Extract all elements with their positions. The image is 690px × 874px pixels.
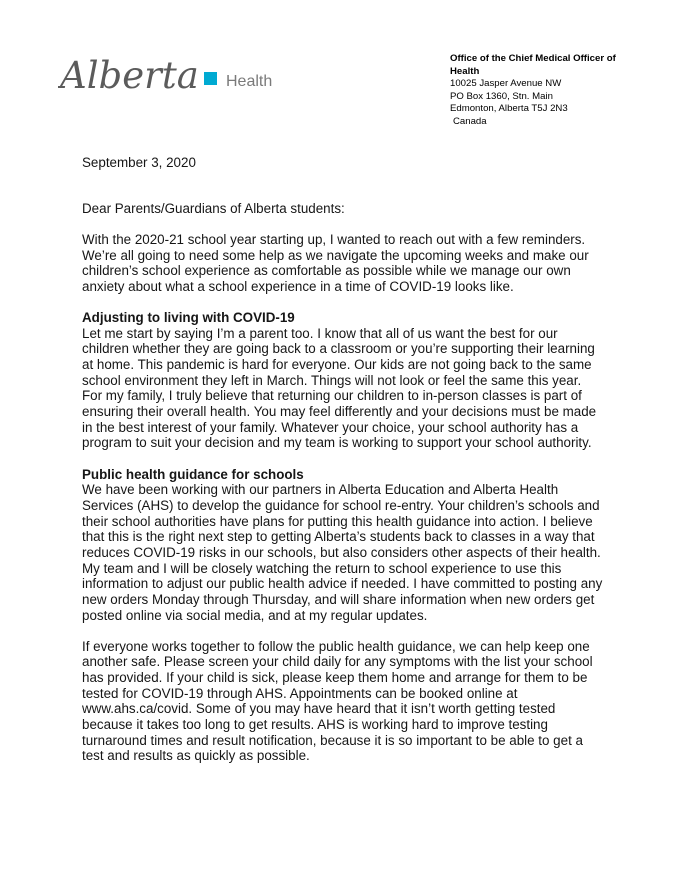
text-line: another safe. Please screen your child daily for any symptoms with the list your school: [82, 654, 593, 670]
text-line: If everyone works together to follow the public health guidance, we can help keep one: [82, 638, 590, 654]
text-line: school environment they left in March. Things will not look or feel the same this year.: [82, 372, 582, 388]
text-line: information to adjust our public health advice if needed. I have committed to posting any: [82, 576, 603, 592]
logo-department: Health: [226, 73, 273, 90]
office-title-line: Health: [450, 65, 480, 77]
alberta-health-logo-graphic: [58, 50, 288, 100]
address-country: Canada: [453, 115, 487, 127]
text-line: We’re all going to need some help as we navigate the upcoming weeks and make our: [82, 247, 589, 263]
letter-body: [82, 155, 612, 780]
letter-date: September 3, 2020: [82, 155, 196, 170]
text-line: test and results as quickly as possible.: [82, 748, 310, 764]
text-line: Let me start by saying I’m a parent too. I know that all of us want the best for our: [82, 325, 558, 341]
text-line: that this is the right next step to getting Alberta’s students back to classes in a way that: [82, 529, 595, 545]
office-title-line: Office of the Chief Medical Officer of: [450, 53, 616, 64]
text-line: www.ahs.ca/covid. Some of you may have heard that it isn’t worth getting tested: [82, 701, 556, 717]
text-line: With the 2020-21 school year starting up, I wanted to reach out with a few reminders.: [82, 231, 586, 247]
section-heading-guidance: Public health guidance for schools: [82, 466, 304, 482]
text-line: because it takes too long to get results. AHS is working hard to improve testing: [82, 717, 548, 733]
text-line: posted online via social media, and at my regular updates.: [82, 607, 428, 623]
text-line: children whether they are going back to a classroom or you’re supporting their learning: [82, 341, 595, 357]
text-line: ensuring their overall health. You may feel differently and your decisions must be made: [82, 404, 597, 420]
section-heading-adjusting: Adjusting to living with COVID-19: [82, 310, 295, 326]
text-line: children’s school experience as comfortable as possible while we manage our own: [82, 263, 571, 279]
address-line: PO Box 1360, Stn. Main: [450, 90, 553, 102]
text-line: We have been working with our partners in Alberta Education and Alberta Health: [82, 482, 559, 498]
text-line: turnaround times and result notification, because it is so important to be able to get a: [82, 732, 583, 748]
text-line: new orders Monday through Thursday, and will share information when new orders get: [82, 591, 595, 607]
address-line: 10025 Jasper Avenue NW: [450, 78, 562, 90]
text-line: in the best interest of your family. Whatever your choice, your school authority has a: [82, 419, 579, 435]
alberta-health-logo: [58, 50, 288, 100]
text-line: My team and I will be closely watching the return to school experience to use this: [82, 560, 562, 576]
closing-paragraph: [82, 639, 612, 764]
salutation: Dear Parents/Guardians of Alberta students:: [82, 200, 345, 216]
text-line: reduces COVID-19 risks in our schools, but also considers other aspects of their health.: [82, 544, 601, 560]
text-line: program to suit your decision and my team is working to support your school authority.: [82, 435, 592, 451]
text-line: tested for COVID-19 through AHS. Appointments can be booked online at: [82, 685, 518, 701]
office-address-block: [450, 53, 670, 129]
intro-paragraph: [82, 232, 612, 295]
text-line: anxiety about what a school experience in a time of COVID-19 looks like.: [82, 278, 514, 294]
text-line: at home. This pandemic is hard for everyone. Our kids are not going back to the same: [82, 357, 592, 373]
text-line: For my family, I truly believe that returning our children to in-person classes is part of: [82, 388, 582, 404]
logo-wordmark: Alberta: [60, 54, 199, 97]
office-title: [450, 53, 670, 78]
text-line: their school authorities have plans for putting this health guidance into action. I believe: [82, 513, 593, 529]
text-line: Services (AHS) to develop the guidance for school re-entry. Your children’s schools and: [82, 497, 600, 513]
address-line: Edmonton, Alberta T5J 2N3: [450, 103, 568, 115]
text-line: has provided. If your child is sick, please keep them home and arrange for them to be: [82, 670, 588, 686]
adjusting-paragraph: [82, 326, 612, 451]
guidance-paragraph: [82, 482, 612, 623]
logo-square-icon: [204, 72, 217, 85]
